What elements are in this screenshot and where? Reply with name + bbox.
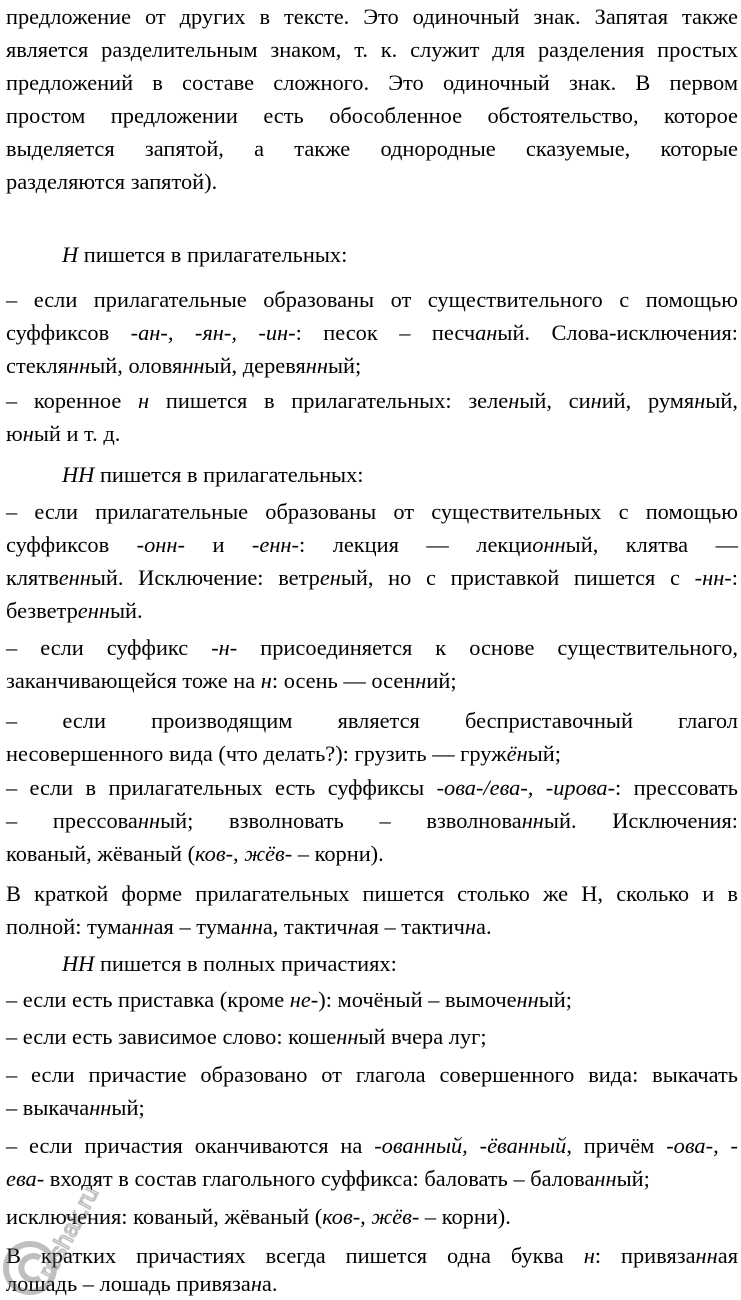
text-fragment: ый;	[328, 353, 362, 378]
text-line	[6, 136, 738, 162]
italic-fragment: ева-	[6, 1166, 45, 1191]
italic-fragment: -ованный, -ёванный	[374, 1133, 567, 1158]
watermark-text: reshak.ru	[33, 1181, 105, 1283]
text-fragment: :	[731, 565, 738, 590]
text-fragment: разделяются запятой).	[6, 169, 218, 194]
text-line	[6, 388, 738, 414]
text-fragment: ий;	[426, 668, 457, 693]
text-fragment: ая – тактич	[358, 914, 465, 939]
italic-fragment: н	[464, 914, 477, 939]
text-fragment: ый, но с приставкой пишется с	[340, 565, 695, 590]
text-line	[6, 775, 738, 801]
text-fragment: ый. Слова-исключения:	[497, 320, 738, 345]
text-fragment: – если прилагательные образованы от существительного с помощью	[6, 287, 738, 312]
italic-fragment: -нн-	[694, 565, 732, 590]
text-fragment: – если суффикс	[6, 635, 212, 660]
italic-fragment: нн	[68, 353, 91, 378]
italic-fragment: -ова-, -	[666, 1133, 738, 1158]
text-fragment: : песок – песч	[295, 320, 476, 345]
text-fragment: ая – тума	[153, 914, 241, 939]
italic-fragment: нн	[137, 808, 161, 833]
italic-fragment: н	[508, 388, 520, 413]
text-fragment: ый, деревя	[204, 353, 306, 378]
text-fragment: ый;	[616, 1166, 650, 1191]
text-fragment: – если производящим является бесприставочный глагол	[6, 708, 738, 733]
text-fragment: клятв	[6, 565, 59, 590]
text-fragment: ый;	[527, 741, 561, 766]
text-fragment: – корни).	[292, 841, 384, 866]
text-fragment: : осень — осен	[271, 668, 416, 693]
text-fragment: : лекция — лекци	[299, 532, 533, 557]
text-fragment: безветр	[6, 598, 78, 623]
text-line	[6, 499, 738, 525]
text-fragment: пишется в полных причастиях:	[94, 951, 397, 976]
text-line	[6, 1062, 738, 1088]
italic-fragment: ён	[506, 741, 528, 766]
italic-fragment: ен	[319, 565, 341, 590]
text-line	[6, 808, 738, 834]
text-line	[6, 987, 738, 1013]
text-fragment: ый вчера луг;	[358, 1024, 487, 1049]
text-fragment: ): мочёный – вымоче	[318, 987, 517, 1012]
text-fragment: а, тактич	[262, 914, 348, 939]
text-fragment: исключения: кованый, жёваный (	[6, 1204, 323, 1229]
text-fragment: , причём	[566, 1133, 667, 1158]
text-fragment: ая	[717, 1243, 738, 1268]
text-fragment: заканчивающейся тоже на	[6, 668, 261, 693]
text-fragment: : привяза	[594, 1243, 696, 1268]
italic-fragment: -енн-	[251, 532, 299, 557]
text-line	[6, 1133, 738, 1159]
italic-fragment: н	[250, 1271, 262, 1296]
text-line	[6, 287, 738, 313]
text-fragment: – если прилагательные образованы от существительных с помощью	[6, 499, 738, 524]
text-fragment: – если причастия оканчиваются на	[6, 1133, 375, 1158]
text-line	[6, 841, 738, 867]
text-fragment: присоединяется к основе существительного,	[237, 635, 738, 660]
text-fragment: ый. Исключения:	[543, 808, 738, 833]
text-fragment: – если есть приставка (кроме	[6, 987, 290, 1012]
italic-fragment: нн	[240, 914, 263, 939]
text-line	[6, 598, 738, 624]
italic-fragment: ков-, жёв-	[322, 1204, 420, 1229]
section-heading-nn	[62, 462, 738, 488]
italic-fragment: нн	[182, 353, 205, 378]
text-fragment: стекля	[6, 353, 69, 378]
text-line	[6, 881, 738, 907]
italic-fragment: не-	[289, 987, 319, 1012]
text-fragment: пишется в прилагательных:	[94, 462, 364, 487]
text-fragment: В краткой форме прилагательных пишется столько же Н, сколько и в	[6, 881, 738, 906]
text-fragment: выделяется запятой, а также однородные сказуемые, которые	[6, 136, 738, 161]
text-line	[6, 353, 738, 379]
italic-fragment: нн	[89, 1095, 112, 1120]
text-fragment: ый, си	[519, 388, 591, 413]
text-fragment: – если в прилагательных есть суффиксы	[6, 775, 437, 800]
section-heading-n	[62, 242, 738, 268]
text-line	[6, 1095, 738, 1121]
italic-fragment: нн	[594, 1166, 617, 1191]
text-fragment: пишется в прилагательных:	[78, 242, 348, 267]
italic-fragment: нн	[305, 353, 329, 378]
text-fragment: ый и т. д.	[33, 421, 121, 446]
text-fragment: входят в состав глагольного суффикса: баловать – балова	[44, 1166, 595, 1191]
text-fragment: несовершенного вида (что делать?): грузить — груж	[6, 741, 507, 766]
text-line	[6, 914, 738, 940]
text-line	[6, 741, 738, 767]
text-fragment: простом предложении есть обособленное обстоятельство, которое	[6, 103, 738, 128]
text-fragment: – прессова	[6, 808, 138, 833]
italic-fragment: -н-	[211, 635, 238, 660]
italic-fragment: нн	[695, 1243, 718, 1268]
text-fragment: ый. Исключение: ветр	[90, 565, 320, 590]
italic-fragment: н	[347, 914, 359, 939]
text-fragment: ый, оловя	[90, 353, 183, 378]
text-fragment: ый;	[538, 987, 573, 1012]
text-fragment: лошадь – лошадь привяза	[6, 1271, 251, 1296]
text-fragment: – выкача	[6, 1095, 90, 1120]
italic-fragment: НН	[62, 462, 95, 487]
text-fragment: ый;	[111, 1095, 145, 1120]
italic-fragment: онн	[532, 532, 566, 557]
text-fragment: а.	[476, 914, 492, 939]
italic-fragment: н	[260, 668, 272, 693]
text-line	[6, 169, 738, 195]
italic-fragment: нн	[521, 808, 544, 833]
text-fragment: является разделительным знаком, т. к. служит для разделения простых	[6, 37, 738, 62]
text-fragment: а.	[261, 1271, 278, 1296]
text-fragment: ый.	[109, 598, 143, 623]
text-fragment: полной: тума	[6, 914, 132, 939]
text-fragment: суффиксов	[6, 320, 131, 345]
italic-fragment: Н	[62, 242, 79, 267]
text-line	[6, 635, 738, 661]
text-fragment: ый,	[705, 388, 738, 413]
italic-fragment: н	[590, 388, 602, 413]
text-line	[6, 1271, 738, 1297]
italic-fragment: н	[22, 421, 34, 446]
text-line	[6, 37, 738, 63]
text-fragment: – коренное	[6, 388, 139, 413]
italic-fragment: н	[583, 1243, 595, 1268]
text-fragment: ю	[6, 421, 23, 446]
text-fragment: предложений в составе сложного. Это одиночный знак. В первом	[6, 70, 738, 95]
text-fragment: – если есть зависимое слово: коше	[6, 1024, 337, 1049]
text-line	[6, 70, 738, 96]
text-fragment: – корни).	[419, 1204, 511, 1229]
text-fragment: – если причастие образовано от глагола совершенного вида: выкачать	[6, 1062, 738, 1087]
text-fragment: пишется в прилагательных: зеле	[149, 388, 509, 413]
italic-fragment: нн	[131, 914, 154, 939]
text-fragment: предложение от других в тексте. Это одиночный знак. Запятая также	[6, 4, 738, 29]
italic-fragment: енн	[58, 565, 91, 590]
text-line	[6, 1204, 738, 1230]
text-fragment: ый, клятва —	[565, 532, 738, 557]
italic-fragment: нн	[516, 987, 539, 1012]
text-line	[6, 1024, 738, 1050]
text-line	[6, 103, 738, 129]
text-line	[6, 668, 738, 694]
text-fragment: : прессовать	[615, 775, 738, 800]
text-line	[6, 4, 738, 30]
italic-fragment: НН	[62, 951, 95, 976]
text-line	[6, 1166, 738, 1192]
text-fragment: кованый, жёваный (	[6, 841, 196, 866]
text-line	[6, 532, 738, 558]
text-line	[6, 1243, 738, 1269]
italic-fragment: н	[415, 668, 427, 693]
italic-fragment: -онн-	[136, 532, 185, 557]
text-line	[6, 565, 738, 591]
text-fragment: ий, румя	[601, 388, 695, 413]
text-line	[6, 708, 738, 734]
italic-fragment: н	[138, 388, 150, 413]
text-fragment: В кратких причастиях всегда пишется одна буква	[6, 1243, 584, 1268]
section-heading-participles	[62, 951, 738, 977]
text-fragment: суффиксов	[6, 532, 137, 557]
text-fragment: ый; взволновать – взволнова	[160, 808, 522, 833]
italic-fragment: -ова-/ева-, -ирова-	[436, 775, 616, 800]
italic-fragment: ков-, жёв-	[195, 841, 293, 866]
text-line	[6, 421, 738, 447]
text-fragment: и	[184, 532, 252, 557]
italic-fragment: ан	[475, 320, 498, 345]
italic-fragment: н	[694, 388, 706, 413]
italic-fragment: нн	[336, 1024, 359, 1049]
italic-fragment: -ан-, -ян-, -ин-	[130, 320, 296, 345]
italic-fragment: енн	[77, 598, 110, 623]
text-line	[6, 320, 738, 346]
